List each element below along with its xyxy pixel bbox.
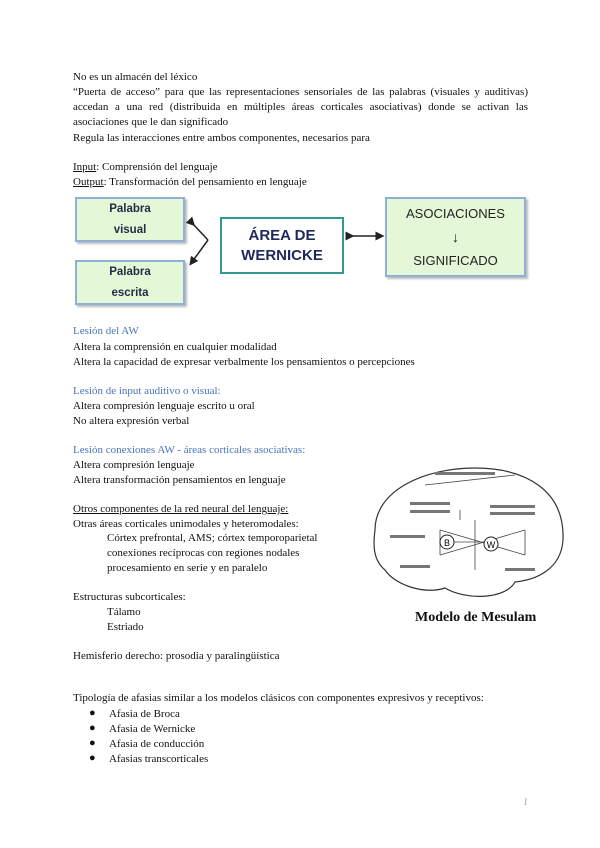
box-text: WERNICKE <box>241 246 323 264</box>
text-line: Altera la comprensión en cualquier modalidad <box>73 341 277 353</box>
text-line: Altera transformación pensamientos en lenguaje <box>73 474 286 486</box>
input-line <box>73 160 218 174</box>
section-heading: Otros componentes de la red neural del lenguaje: <box>73 503 289 515</box>
box-text: ÁREA DE <box>248 226 316 244</box>
text-line: Tálamo <box>107 606 141 618</box>
bullet-icon: ● <box>89 737 96 749</box>
text-line: Altera compresión lenguaje escrito u oral <box>73 400 255 412</box>
text-line: Estructuras subcorticales: <box>73 591 186 603</box>
box-text: escrita <box>111 286 149 299</box>
box-palabra-escrita <box>75 260 185 305</box>
output-label: Output <box>73 176 104 188</box>
input-label: Input <box>73 161 97 173</box>
text-line: procesamiento en serie y en paralelo <box>107 562 268 574</box>
text-line: Hemisferio derecho: prosodia y paralingüística <box>73 650 280 662</box>
box-asociaciones <box>385 197 526 277</box>
text-line: Altera compresión lenguaje <box>73 459 195 471</box>
text-line: Otras áreas corticales unimodales y heteromodales: <box>73 518 299 530</box>
arrow-down-icon: ↓ <box>452 229 459 245</box>
text-line: conexiones recíprocas con regiones nodales <box>107 547 300 559</box>
arrow-icon <box>192 223 208 240</box>
wernicke-label: W <box>486 540 496 550</box>
list-item: Afasia de conducción <box>109 738 205 750</box>
text-line: Altera la capacidad de expresar verbalmente los pensamientos o percepciones <box>73 356 415 368</box>
text-line: Estriado <box>107 621 144 633</box>
broca-label: B <box>443 538 451 548</box>
text-paragraph: “Puerta de acceso” para que las representaciones sensoriales de las palabras (visuales y auditivas) accedan a una red (distribuida en múltiples áreas corticales asociativas) donde se activan las asociaciones que le dan significado <box>73 86 528 128</box>
figure-caption: Modelo de Mesulam <box>415 610 537 625</box>
section-heading: Lesión del AW <box>73 325 139 337</box>
text-line: Regula las interacciones entre ambos componentes, necesarios para <box>73 132 370 144</box>
section-heading: Lesión conexiones AW - áreas corticales asociativas: <box>73 444 306 456</box>
box-text: SIGNIFICADO <box>413 253 498 268</box>
text-line: No altera expresión verbal <box>73 415 190 427</box>
mesulam-brain-figure <box>365 460 570 605</box>
box-text: Palabra <box>109 202 151 215</box>
list-item: Afasia de Broca <box>109 708 180 720</box>
text-line: No es un almacén del léxico <box>73 71 198 83</box>
text-line: Córtex prefrontal, AMS; córtex temporoparietal <box>107 532 318 544</box>
bullet-icon: ● <box>89 707 96 719</box>
list-item: Afasia de Wernicke <box>109 723 196 735</box>
bullet-icon: ● <box>89 722 96 734</box>
section-heading: Lesión de input auditivo o visual: <box>73 385 221 397</box>
bullet-icon: ● <box>89 752 96 764</box>
page-number: 1 <box>523 797 528 808</box>
input-text: : Comprensión del lenguaje <box>96 161 218 173</box>
box-palabra-visual <box>75 197 185 242</box>
diagram-arrows <box>180 215 390 275</box>
box-text: visual <box>113 223 147 236</box>
box-text: Palabra <box>109 265 151 278</box>
output-line <box>73 175 307 189</box>
box-text: ASOCIACIONES <box>406 206 505 221</box>
output-text: : Transformación del pensamiento en lenguaje <box>103 176 307 188</box>
list-item: Afasias transcorticales <box>109 753 209 765</box>
arrow-icon <box>192 240 208 262</box>
text-line: Tipología de afasias similar a los modelos clásicos con componentes expresivos y receptivos: <box>73 692 484 704</box>
